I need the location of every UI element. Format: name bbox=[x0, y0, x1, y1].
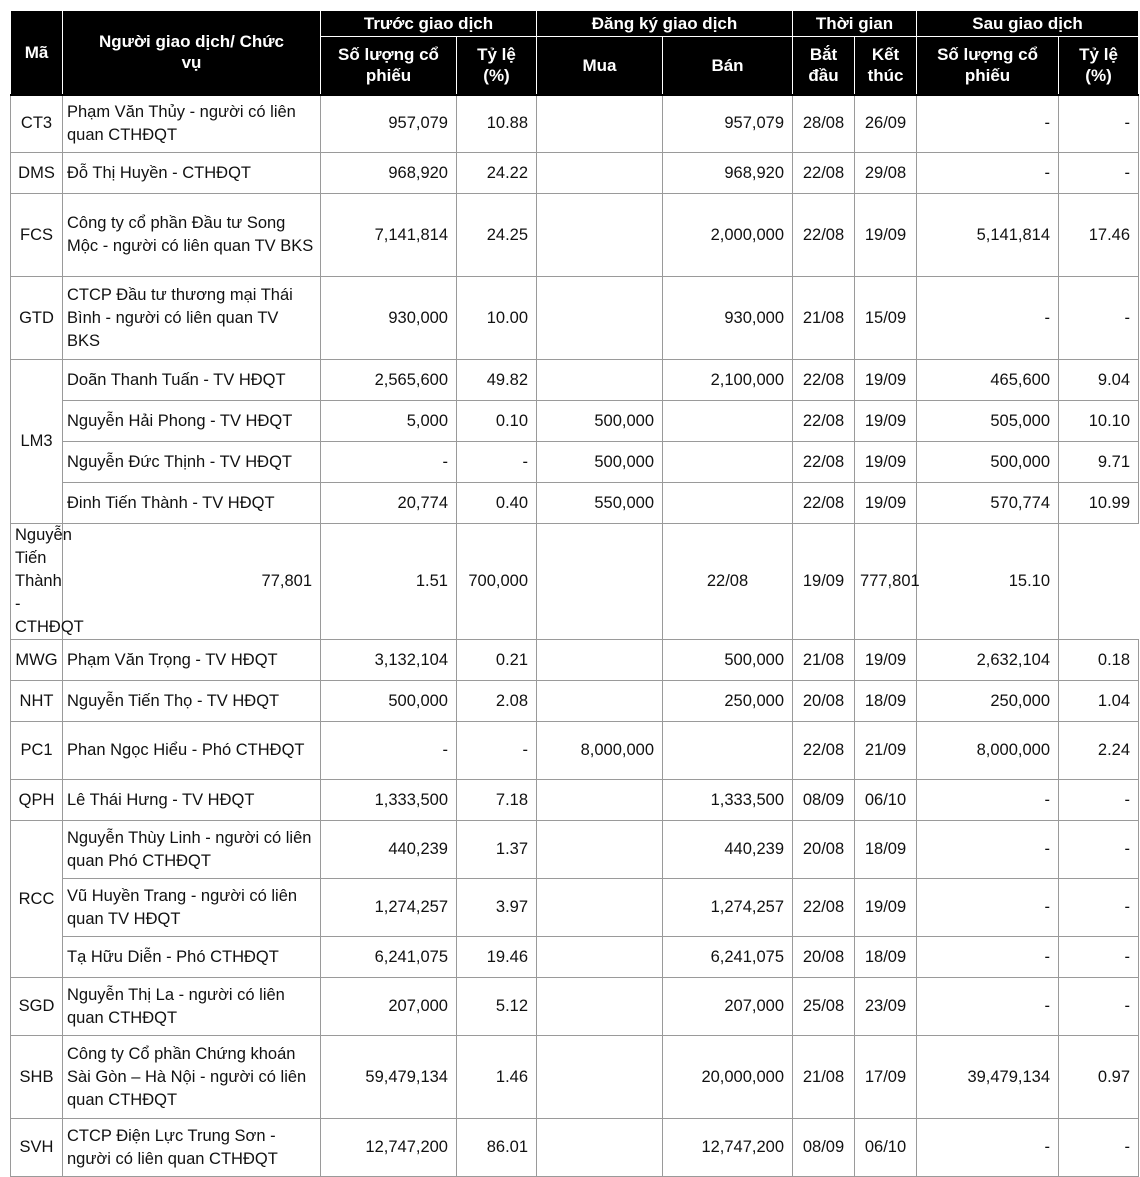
ticker-code: MWG bbox=[11, 640, 63, 681]
start-date: 20/08 bbox=[793, 821, 855, 879]
shares-before: 930,000 bbox=[321, 277, 457, 360]
sell-volume: 207,000 bbox=[663, 978, 793, 1036]
trader-name: Nguyễn Đức Thịnh - TV HĐQT bbox=[63, 442, 321, 483]
header-bat-dau: Bắt đầu bbox=[793, 37, 855, 95]
ratio-before: 49.82 bbox=[457, 360, 537, 401]
buy-volume bbox=[537, 95, 663, 153]
header-nguoi: Người giao dịch/ Chức vụ bbox=[63, 11, 321, 95]
shares-after: 505,000 bbox=[917, 401, 1059, 442]
start-date: 22/08 bbox=[793, 153, 855, 194]
buy-volume bbox=[537, 277, 663, 360]
header-ty-le-sau: Tỷ lệ (%) bbox=[1059, 37, 1139, 95]
shares-after: - bbox=[917, 978, 1059, 1036]
ratio-after: 9.71 bbox=[1059, 442, 1139, 483]
sell-volume: 12,747,200 bbox=[663, 1119, 793, 1177]
shares-before: 957,079 bbox=[321, 95, 457, 153]
shares-after: - bbox=[917, 937, 1059, 978]
sell-volume bbox=[663, 722, 793, 780]
end-date: 19/09 bbox=[855, 194, 917, 277]
ratio-before: 3.97 bbox=[457, 879, 537, 937]
table-row bbox=[11, 442, 1139, 483]
end-date: 26/09 bbox=[855, 95, 917, 153]
end-date: 18/09 bbox=[855, 821, 917, 879]
trader-name: Phạm Văn Thủy - người có liên quan CTHĐQT bbox=[63, 95, 321, 153]
shares-before: - bbox=[321, 722, 457, 780]
start-date: 21/08 bbox=[793, 1036, 855, 1119]
ratio-after: - bbox=[1059, 937, 1139, 978]
shares-after: - bbox=[917, 277, 1059, 360]
end-date: 19/09 bbox=[855, 360, 917, 401]
ratio-after: 2.24 bbox=[1059, 722, 1139, 780]
ticker-code: PC1 bbox=[11, 722, 63, 780]
ratio-after: - bbox=[1059, 1119, 1139, 1177]
ratio-before: - bbox=[457, 722, 537, 780]
header-thoigian: Thời gian bbox=[793, 11, 917, 37]
ratio-before: 0.21 bbox=[457, 640, 537, 681]
header-ban: Bán bbox=[663, 37, 793, 95]
buy-volume bbox=[537, 937, 663, 978]
ratio-before: 1.51 bbox=[321, 524, 457, 640]
ratio-before: 24.22 bbox=[457, 153, 537, 194]
shares-after: - bbox=[917, 821, 1059, 879]
sell-volume: 2,000,000 bbox=[663, 194, 793, 277]
end-date: 19/09 bbox=[855, 483, 917, 524]
trader-name: Vũ Huyền Trang - người có liên quan TV HĐQT bbox=[63, 879, 321, 937]
buy-volume bbox=[537, 1036, 663, 1119]
sell-volume: 968,920 bbox=[663, 153, 793, 194]
table-row bbox=[11, 722, 1139, 780]
table-row bbox=[11, 879, 1139, 937]
ratio-before: 2.08 bbox=[457, 681, 537, 722]
ratio-after: 10.10 bbox=[1059, 401, 1139, 442]
trader-name: Tạ Hữu Diễn - Phó CTHĐQT bbox=[63, 937, 321, 978]
end-date: 23/09 bbox=[855, 978, 917, 1036]
end-date: 17/09 bbox=[855, 1036, 917, 1119]
trader-name: Lê Thái Hưng - TV HĐQT bbox=[63, 780, 321, 821]
table-row bbox=[11, 640, 1139, 681]
ticker-code: QPH bbox=[11, 780, 63, 821]
trader-name: CTCP Điện Lực Trung Sơn - người có liên quan CTHĐQT bbox=[63, 1119, 321, 1177]
ticker-code: LM3 bbox=[11, 360, 63, 524]
start-date: 21/08 bbox=[793, 277, 855, 360]
ratio-after: 10.99 bbox=[1059, 483, 1139, 524]
start-date: 22/08 bbox=[793, 442, 855, 483]
trader-name: Công ty cổ phần Đầu tư Song Mộc - người có liên quan TV BKS bbox=[63, 194, 321, 277]
end-date: 18/09 bbox=[855, 937, 917, 978]
end-date: 29/08 bbox=[855, 153, 917, 194]
shares-after: 500,000 bbox=[917, 442, 1059, 483]
buy-volume bbox=[537, 780, 663, 821]
ticker-code: RCC bbox=[11, 821, 63, 978]
start-date: 22/08 bbox=[793, 401, 855, 442]
ratio-after: 0.18 bbox=[1059, 640, 1139, 681]
ticker-code: NHT bbox=[11, 681, 63, 722]
sell-volume bbox=[663, 442, 793, 483]
table-row bbox=[11, 483, 1139, 524]
insider-trading-table bbox=[10, 10, 1139, 1177]
ratio-after: 0.97 bbox=[1059, 1036, 1139, 1119]
shares-before: 1,333,500 bbox=[321, 780, 457, 821]
sell-volume bbox=[537, 524, 663, 640]
buy-volume bbox=[537, 194, 663, 277]
table-row bbox=[11, 401, 1139, 442]
start-date: 22/08 bbox=[793, 483, 855, 524]
buy-volume bbox=[537, 153, 663, 194]
header-so-luong: Số lượng cổ phiếu bbox=[321, 37, 457, 95]
ratio-before: 10.88 bbox=[457, 95, 537, 153]
ratio-before: 24.25 bbox=[457, 194, 537, 277]
ratio-before: 19.46 bbox=[457, 937, 537, 978]
buy-volume bbox=[537, 821, 663, 879]
ticker-code: SGD bbox=[11, 978, 63, 1036]
ticker-code: SHB bbox=[11, 1036, 63, 1119]
end-date: 06/10 bbox=[855, 780, 917, 821]
ratio-after: - bbox=[1059, 821, 1139, 879]
ratio-before: 0.40 bbox=[457, 483, 537, 524]
trader-name: CTCP Đầu tư thương mại Thái Bình - người có liên quan TV BKS bbox=[63, 277, 321, 360]
ratio-before: 10.00 bbox=[457, 277, 537, 360]
trader-name: Đinh Tiến Thành - TV HĐQT bbox=[63, 483, 321, 524]
sell-volume: 2,100,000 bbox=[663, 360, 793, 401]
shares-after: 2,632,104 bbox=[917, 640, 1059, 681]
ratio-after: - bbox=[1059, 95, 1139, 153]
start-date: 22/08 bbox=[793, 879, 855, 937]
buy-volume: 8,000,000 bbox=[537, 722, 663, 780]
sell-volume: 440,239 bbox=[663, 821, 793, 879]
end-date: 15/09 bbox=[855, 277, 917, 360]
ticker-code: GTD bbox=[11, 277, 63, 360]
header-dangky: Đăng ký giao dịch bbox=[537, 11, 793, 37]
end-date: 19/09 bbox=[855, 442, 917, 483]
trader-name: Phan Ngọc Hiểu - Phó CTHĐQT bbox=[63, 722, 321, 780]
ratio-after: 1.04 bbox=[1059, 681, 1139, 722]
header-so-luong-sau: Số lượng cổ phiếu bbox=[917, 37, 1059, 95]
ratio-after: 15.10 bbox=[917, 524, 1059, 640]
shares-after: 570,774 bbox=[917, 483, 1059, 524]
trader-name: Doãn Thanh Tuấn - TV HĐQT bbox=[63, 360, 321, 401]
buy-volume bbox=[537, 879, 663, 937]
buy-volume bbox=[537, 360, 663, 401]
header-ma: Mã bbox=[11, 11, 63, 95]
sell-volume: 957,079 bbox=[663, 95, 793, 153]
buy-volume bbox=[537, 978, 663, 1036]
sell-volume: 6,241,075 bbox=[663, 937, 793, 978]
trader-name: Nguyễn Tiến Thành - CTHĐQT bbox=[11, 524, 63, 640]
trader-name: Nguyễn Thùy Linh - người có liên quan Phó CTHĐQT bbox=[63, 821, 321, 879]
start-date: 21/08 bbox=[793, 640, 855, 681]
sell-volume: 930,000 bbox=[663, 277, 793, 360]
buy-volume: 700,000 bbox=[457, 524, 537, 640]
end-date: 19/09 bbox=[855, 879, 917, 937]
buy-volume bbox=[537, 1119, 663, 1177]
table-row bbox=[11, 194, 1139, 277]
start-date: 20/08 bbox=[793, 937, 855, 978]
table-row bbox=[11, 780, 1139, 821]
table-row bbox=[11, 524, 1139, 640]
header-ty-le: Tỷ lệ (%) bbox=[457, 37, 537, 95]
table-row bbox=[11, 821, 1139, 879]
trader-name: Đỗ Thị Huyền - CTHĐQT bbox=[63, 153, 321, 194]
table-header bbox=[11, 11, 1139, 95]
end-date: 06/10 bbox=[855, 1119, 917, 1177]
table-row bbox=[11, 277, 1139, 360]
start-date: 22/08 bbox=[793, 360, 855, 401]
buy-volume bbox=[537, 640, 663, 681]
start-date: 20/08 bbox=[793, 681, 855, 722]
shares-after: 777,801 bbox=[855, 524, 917, 640]
table-row bbox=[11, 681, 1139, 722]
sell-volume: 500,000 bbox=[663, 640, 793, 681]
end-date: 21/09 bbox=[855, 722, 917, 780]
shares-after: - bbox=[917, 95, 1059, 153]
table-row bbox=[11, 1119, 1139, 1177]
shares-before: 3,132,104 bbox=[321, 640, 457, 681]
start-date: 22/08 bbox=[663, 524, 793, 640]
trader-name: Nguyễn Hải Phong - TV HĐQT bbox=[63, 401, 321, 442]
buy-volume: 500,000 bbox=[537, 401, 663, 442]
shares-before: 6,241,075 bbox=[321, 937, 457, 978]
shares-before: 968,920 bbox=[321, 153, 457, 194]
shares-before: 12,747,200 bbox=[321, 1119, 457, 1177]
shares-after: 465,600 bbox=[917, 360, 1059, 401]
table-row bbox=[11, 95, 1139, 153]
shares-before: 20,774 bbox=[321, 483, 457, 524]
shares-after: - bbox=[917, 879, 1059, 937]
start-date: 22/08 bbox=[793, 722, 855, 780]
ratio-before: 86.01 bbox=[457, 1119, 537, 1177]
ticker-code: CT3 bbox=[11, 95, 63, 153]
shares-before: 500,000 bbox=[321, 681, 457, 722]
trader-name: Nguyễn Tiến Thọ - TV HĐQT bbox=[63, 681, 321, 722]
shares-after: 5,141,814 bbox=[917, 194, 1059, 277]
ratio-after: - bbox=[1059, 780, 1139, 821]
table-row bbox=[11, 978, 1139, 1036]
start-date: 22/08 bbox=[793, 194, 855, 277]
sell-volume bbox=[663, 483, 793, 524]
table-row bbox=[11, 1036, 1139, 1119]
table-body bbox=[11, 95, 1139, 1177]
ratio-after: - bbox=[1059, 879, 1139, 937]
shares-before: 2,565,600 bbox=[321, 360, 457, 401]
sell-volume: 20,000,000 bbox=[663, 1036, 793, 1119]
header-truoc: Trước giao dịch bbox=[321, 11, 537, 37]
sell-volume: 250,000 bbox=[663, 681, 793, 722]
start-date: 08/09 bbox=[793, 780, 855, 821]
table-row bbox=[11, 360, 1139, 401]
ticker-code: FCS bbox=[11, 194, 63, 277]
ticker-code: DMS bbox=[11, 153, 63, 194]
ratio-before: - bbox=[457, 442, 537, 483]
shares-after: 8,000,000 bbox=[917, 722, 1059, 780]
shares-after: 250,000 bbox=[917, 681, 1059, 722]
start-date: 28/08 bbox=[793, 95, 855, 153]
sell-volume: 1,333,500 bbox=[663, 780, 793, 821]
header-ket-thuc: Kết thúc bbox=[855, 37, 917, 95]
ratio-before: 5.12 bbox=[457, 978, 537, 1036]
shares-before: 1,274,257 bbox=[321, 879, 457, 937]
shares-before: - bbox=[321, 442, 457, 483]
buy-volume: 550,000 bbox=[537, 483, 663, 524]
buy-volume: 500,000 bbox=[537, 442, 663, 483]
header-mua: Mua bbox=[537, 37, 663, 95]
shares-after: - bbox=[917, 153, 1059, 194]
end-date: 19/09 bbox=[855, 640, 917, 681]
table-row bbox=[11, 153, 1139, 194]
ratio-after: 9.04 bbox=[1059, 360, 1139, 401]
trader-name: Nguyễn Thị La - người có liên quan CTHĐQT bbox=[63, 978, 321, 1036]
ticker-code: SVH bbox=[11, 1119, 63, 1177]
ratio-after: - bbox=[1059, 277, 1139, 360]
trader-name: Phạm Văn Trọng - TV HĐQT bbox=[63, 640, 321, 681]
shares-before: 440,239 bbox=[321, 821, 457, 879]
table-row bbox=[11, 937, 1139, 978]
shares-before: 77,801 bbox=[63, 524, 321, 640]
start-date: 08/09 bbox=[793, 1119, 855, 1177]
shares-before: 59,479,134 bbox=[321, 1036, 457, 1119]
buy-volume bbox=[537, 681, 663, 722]
ratio-before: 1.46 bbox=[457, 1036, 537, 1119]
ratio-before: 0.10 bbox=[457, 401, 537, 442]
ratio-after: 17.46 bbox=[1059, 194, 1139, 277]
shares-before: 207,000 bbox=[321, 978, 457, 1036]
sell-volume bbox=[663, 401, 793, 442]
ratio-before: 7.18 bbox=[457, 780, 537, 821]
end-date: 18/09 bbox=[855, 681, 917, 722]
ratio-before: 1.37 bbox=[457, 821, 537, 879]
end-date: 19/09 bbox=[855, 401, 917, 442]
sell-volume: 1,274,257 bbox=[663, 879, 793, 937]
start-date: 25/08 bbox=[793, 978, 855, 1036]
shares-before: 7,141,814 bbox=[321, 194, 457, 277]
ratio-after: - bbox=[1059, 978, 1139, 1036]
end-date: 19/09 bbox=[793, 524, 855, 640]
shares-after: - bbox=[917, 780, 1059, 821]
header-sau: Sau giao dịch bbox=[917, 11, 1139, 37]
shares-before: 5,000 bbox=[321, 401, 457, 442]
trader-name: Công ty Cổ phần Chứng khoán Sài Gòn – Hà Nội - người có liên quan CTHĐQT bbox=[63, 1036, 321, 1119]
shares-after: 39,479,134 bbox=[917, 1036, 1059, 1119]
shares-after: - bbox=[917, 1119, 1059, 1177]
ratio-after: - bbox=[1059, 153, 1139, 194]
